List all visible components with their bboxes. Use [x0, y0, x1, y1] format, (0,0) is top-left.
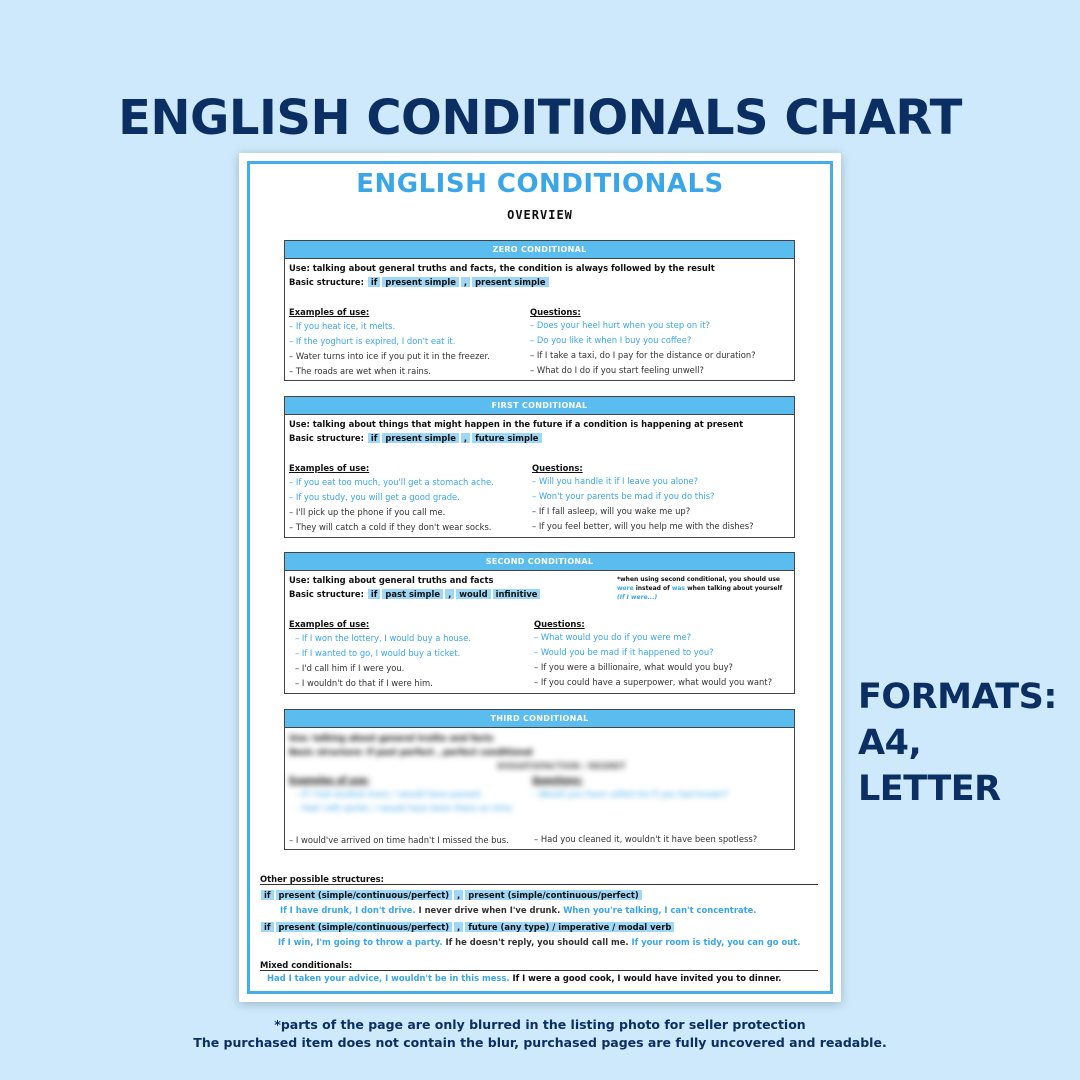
mixed-examples: Had I taken your advice, I wouldn't be in this mess. If I were a good cook, I would have invited you to dinner. [267, 973, 782, 983]
second-example: – I wouldn't do that if I were him. [295, 678, 433, 688]
second-note-line2: were instead of was when talking about yourself [617, 585, 783, 592]
divider [260, 970, 818, 971]
first-example: – If you study, you will get a good grade. [289, 492, 460, 502]
first-questions-label: Questions: [532, 463, 583, 473]
page-title: ENGLISH CONDITIONALS CHART [118, 90, 962, 146]
second-example: – I'd call him if I were you. [295, 663, 405, 673]
first-use: Use: talking about things that might happen in the future if a condition is happening at present [289, 419, 744, 429]
second-question: – Would you be mad if it happened to you? [534, 647, 714, 657]
first-example: – They will catch a cold if they don't wear socks. [289, 522, 492, 532]
other-structures-label: Other possible structures: [260, 874, 385, 884]
other-structure-1: if present (simple/continuous/perfect) , present (simple/continuous/perfect) [260, 889, 643, 901]
second-question: – If you were a billionaire, what would you buy? [534, 662, 733, 672]
zero-example: – The roads are wet when it rains. [289, 366, 431, 376]
disclaimer [0, 1016, 1080, 1052]
third-conditional-header: THIRD CONDITIONAL [285, 710, 794, 728]
zero-use: Use: talking about general truths and facts, the condition is always followed by the result [289, 263, 715, 273]
second-example: – If I won the lottery, I would buy a house. [295, 633, 471, 643]
first-question: – If you feel better, will you help me with the dishes? [532, 521, 754, 531]
mixed-conditionals-label: Mixed conditionals: [260, 960, 353, 970]
first-example: – If you eat too much, you'll get a stomach ache. [289, 477, 494, 487]
second-note-line3: (If I were...) [617, 594, 658, 601]
zero-question: – Does your heel hurt when you step on it? [530, 320, 710, 330]
other-structure-2-examples: If I win, I'm going to throw a party. If he doesn't reply, you should call me. If your room is tidy, you can go out. [278, 937, 801, 947]
worksheet-subtitle: OVERVIEW [507, 208, 573, 222]
first-question: – Will you handle it if I leave you alone? [532, 476, 699, 486]
divider [260, 884, 818, 885]
first-question: – Won't your parents be mad if you do this? [532, 491, 715, 501]
disclaimer-line2: The purchased item does not contain the blur, purchased pages are fully uncovered and readable. [193, 1035, 887, 1050]
other-structure-2: if present (simple/continuous/perfect) , future (any type) / imperative / modal verb [260, 921, 675, 933]
disclaimer-line1: *parts of the page are only blurred in the listing photo for seller protection [274, 1017, 806, 1032]
third-question: – Had you cleaned it, wouldn't it have been spotless? [534, 834, 758, 844]
zero-conditional-header: ZERO CONDITIONAL [285, 241, 794, 259]
first-question: – If I fall asleep, will you wake me up? [532, 506, 691, 516]
first-conditional-header: FIRST CONDITIONAL [285, 397, 794, 415]
first-conditional-box [284, 396, 795, 538]
formats-line1: FORMATS: [858, 677, 1057, 717]
first-examples-label: Examples of use: [289, 463, 370, 473]
zero-example: – If you heat ice, it melts. [289, 321, 396, 331]
first-structure: Basic structure: if present simple , future simple [289, 432, 543, 444]
third-conditional-box [284, 709, 795, 850]
formats-label [858, 674, 1073, 812]
zero-conditional-box [284, 240, 795, 381]
zero-structure: Basic structure: if present simple , present simple [289, 276, 550, 288]
zero-examples-label: Examples of use: [289, 307, 370, 317]
first-example: – I'll pick up the phone if you call me. [289, 507, 446, 517]
zero-question: – Do you like it when I buy you coffee? [530, 335, 692, 345]
zero-example: – If the yoghurt is expired, I don't eat it. [289, 336, 456, 346]
zero-question: – If I take a taxi, do I pay for the distance or duration? [530, 350, 756, 360]
formats-line2: A4, LETTER [858, 723, 1001, 809]
second-question: – What would you do if you were me? [534, 632, 692, 642]
second-note-line1: *when using second conditional, you should use [617, 576, 780, 583]
second-conditional-header: SECOND CONDITIONAL [285, 553, 794, 571]
worksheet-preview [239, 153, 841, 1002]
zero-example: – Water turns into ice if you put it in the freezer. [289, 351, 490, 361]
zero-question: – What do I do if you start feeling unwell? [530, 365, 704, 375]
second-conditional-box [284, 552, 795, 694]
second-question: – If you could have a superpower, what would you want? [534, 677, 773, 687]
second-example: – If I wanted to go, I would buy a ticket. [295, 648, 461, 658]
second-structure: Basic structure: if past simple , would infinitive [289, 588, 541, 600]
zero-questions-label: Questions: [530, 307, 581, 317]
second-examples-label: Examples of use: [289, 619, 370, 629]
third-example: – I would've arrived on time hadn't I missed the bus. [289, 835, 509, 845]
worksheet-title: ENGLISH CONDITIONALS [356, 169, 724, 199]
second-use: Use: talking about general truths and facts [289, 575, 494, 585]
other-structure-1-examples: If I have drunk, I don't drive. I never drive when I've drunk. When you're talking, I can't concentrate. [280, 905, 757, 915]
second-questions-label: Questions: [534, 619, 585, 629]
blurred-content: Use: talking about general truths and facts Basic structure: if past perfect , perfect conditional DISSATISFACTION / REGRET Examples of use: Questions: – If I had studied more, I would have passed. – Had I left earlier, I would have been there on time. – Would you have called me if you had known? [289, 733, 729, 813]
